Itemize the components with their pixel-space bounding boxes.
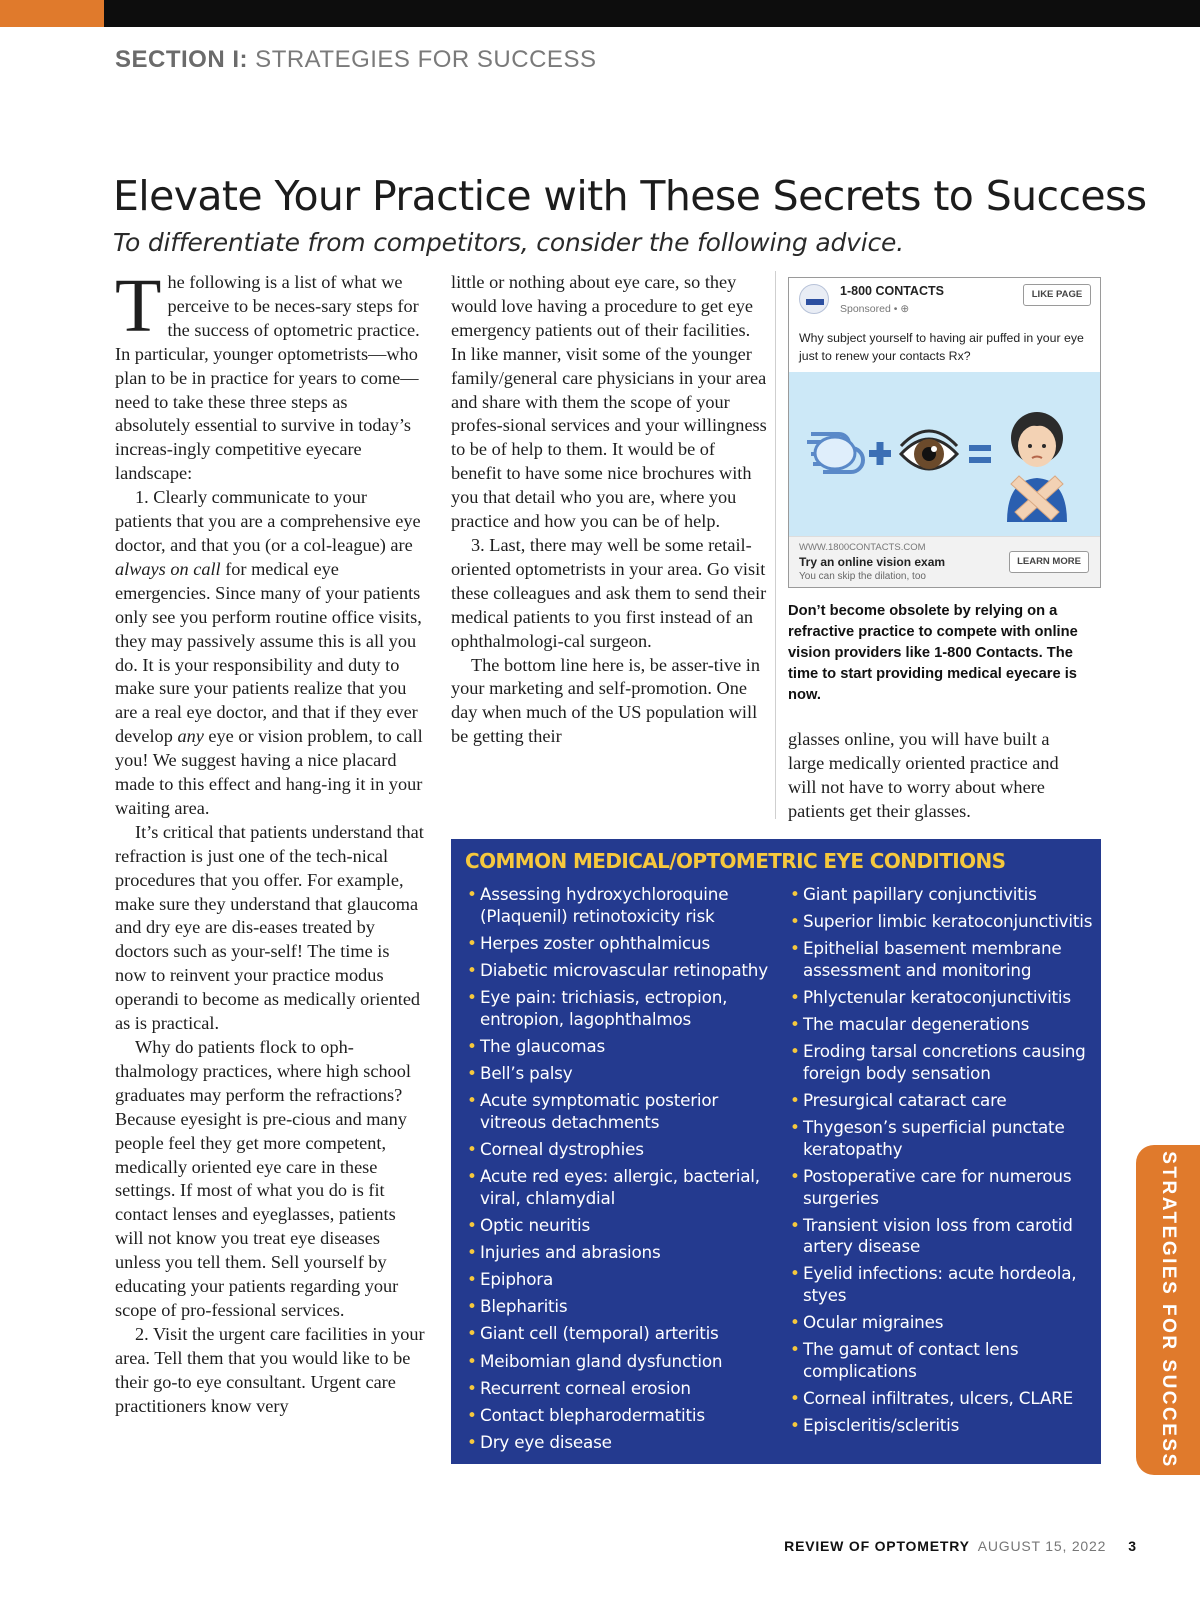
ad-illustration — [789, 372, 1100, 536]
paragraph-step-2: 2. Visit the urgent care facilities in your area. Tell them that you would like to be their go-to eye consultant. Urgent care practitioners know very — [115, 1323, 425, 1416]
section-label-rest: STRATEGIES FOR SUCCESS — [248, 46, 597, 73]
paragraph-step-3: 3. Last, there may well be some retail-oriented optometrists in your area. Go visit these colleagues and ask them to send their medical patients to you first instead of an ophthalmologi-cal surgeon. — [451, 534, 767, 651]
ad-url: WWW.1800CONTACTS.COM — [799, 542, 926, 553]
globe-icon: ⊕ — [900, 303, 910, 315]
like-page-button[interactable]: LIKE PAGE — [1023, 284, 1091, 306]
condition-item: • The gamut of contact lens complications — [790, 1339, 1095, 1382]
paragraph-urgent-care: little or nothing about eye care, so they would love having a procedure to get eye emergency patients out of their facilities. In like manner, visit some of the younger family/general care physicians in your area and share with them the scope of your profes-sional services and your willingness to be of help to them. It would be of benefit to have some nice brochures with you that detail who you are, where you practice and how you can be of help. — [451, 272, 767, 532]
top-bar-accent — [0, 0, 104, 27]
condition-item: • Thygeson’s superficial punctate keratopathy — [790, 1117, 1095, 1160]
condition-item: • Presurgical cataract care — [790, 1090, 1095, 1112]
condition-item: • Corneal infiltrates, ulcers, CLARE — [790, 1388, 1095, 1410]
eye-conditions-sidebar — [451, 839, 1101, 1464]
step-1-emphasis: always on call — [115, 558, 221, 579]
issue-date: AUGUST 15, 2022 — [977, 1538, 1107, 1554]
column-divider — [775, 271, 776, 819]
condition-item: • Dry eye disease — [467, 1432, 777, 1454]
paragraph-step-1 — [115, 486, 425, 821]
ad-subtext: You can skip the dilation, too — [799, 571, 926, 582]
condition-item: • Eye pain: trichiasis, ectropion, entropion, lagophthalmos — [467, 987, 777, 1030]
condition-item: • Superior limbic keratoconjunctivitis — [790, 911, 1095, 933]
condition-item: • Epiphora — [467, 1269, 777, 1291]
condition-item: • Acute red eyes: allergic, bacterial, viral, chlamydial — [467, 1166, 777, 1209]
page-number: 3 — [1128, 1538, 1136, 1554]
condition-item: • Epithelial basement membrane assessment and monitoring — [790, 938, 1095, 981]
condition-item: • Corneal dystrophies — [467, 1139, 777, 1161]
brand-logo-icon — [799, 284, 829, 314]
article-dek: To differentiate from competitors, consider the following advice. — [113, 228, 904, 257]
page-footer — [784, 1538, 1136, 1554]
condition-item: • Transient vision loss from carotid artery disease — [790, 1215, 1095, 1258]
ad-footer — [789, 536, 1100, 587]
paragraph-conclusion: glasses online, you will have built a large medically oriented practice and will not have to worry about where patients get their glasses. — [788, 729, 1059, 821]
condition-item: • Bell’s palsy — [467, 1063, 777, 1085]
condition-item: • Episcleritis/scleritis — [790, 1415, 1095, 1437]
step-1-text-b: for medical eye emergencies. Since many of your patients only see you perform routine office visits, they may passively assume this is all you do. It is your responsibility and duty to make sure your patients realize that you are a real eye doctor, and that if they ever develop — [115, 558, 422, 747]
condition-item: • The glaucomas — [467, 1036, 777, 1058]
condition-item: • Meibomian gland dysfunction — [467, 1351, 777, 1373]
condition-item: • Eroding tarsal concretions causing foreign body sensation — [790, 1041, 1095, 1084]
plus-icon — [869, 442, 891, 465]
paragraph-refraction: It’s critical that patients understand that refraction is just one of the tech-nical procedures that you offer. For example, make sure they understand that glaucoma and dry eye are dis-eases treated by doctors such as your-self! The time is now to reinvent your practice modus operandi to become as medically oriented as is practical. — [115, 821, 424, 1034]
condition-item: • Eyelid infections: acute hordeola, styes — [790, 1263, 1095, 1306]
paragraph-ophthalmology: Why do patients flock to oph-thalmology practices, where high school graduates may perform the refractions? Because eyesight is pre-cious and many people feel they get more competent, medically oriented eye care in these settings. If most of what you do is fit contact lenses and eyeglasses, patients will not know you treat eye diseases unless you tell them. Sell yourself by educating your patients regarding your scope of pro-fessional services. — [115, 1037, 411, 1320]
condition-item: • Acute symptomatic posterior vitreous detachments — [467, 1090, 777, 1133]
person-gesturing-no-icon — [1007, 412, 1067, 522]
condition-item: • Recurrent corneal erosion — [467, 1378, 777, 1400]
condition-item: • Phlyctenular keratoconjunctivitis — [790, 987, 1095, 1009]
ad-brand-name: 1-800 CONTACTS — [840, 284, 944, 298]
side-tab-label: STRATEGIES FOR SUCCESS — [1158, 1151, 1179, 1469]
step-1-text-a: 1. Clearly communicate to your patients that you are a comprehensive eye doctor, and that you (or a col-league) are — [115, 487, 421, 555]
section-label-bold: SECTION I: — [115, 46, 249, 73]
paragraph-intro-text: he following is a list of what we perceive to be neces-sary steps for the success of optometric practice. In particular, younger optometrists—who plan to be in practice for years to come—need to take these three steps as absolutely essential to survive in today’s increas-ingly competitive eyecare landscape: — [115, 272, 420, 484]
condition-item: • Optic neuritis — [467, 1215, 777, 1237]
condition-item: • Injuries and abrasions — [467, 1242, 777, 1264]
ad-visual — [789, 372, 1100, 536]
ad-sponsored-label — [840, 303, 909, 315]
step-1-text-c: eye or vision problem, to call you! We suggest having a nice placard made to this effect and hang-ing it in your waiting area. — [115, 726, 423, 818]
publication-name: REVIEW OF OPTOMETRY — [784, 1538, 970, 1554]
condition-item: • Blepharitis — [467, 1296, 777, 1318]
condition-item: • Postoperative care for numerous surgeries — [790, 1166, 1095, 1209]
section-label — [115, 46, 596, 74]
condition-item: • Assessing hydroxychloroquine (Plaquenil) retinotoxicity risk — [467, 884, 777, 927]
sponsored-ad-image — [788, 277, 1101, 588]
condition-item: • The macular degenerations — [790, 1014, 1095, 1036]
step-1-emphasis-2: any — [177, 726, 204, 747]
condition-item: • Diabetic microvascular retinopathy — [467, 960, 777, 982]
paragraph-intro — [115, 264, 425, 486]
article-headline: Elevate Your Practice with These Secrets to Success — [113, 172, 1147, 220]
conditions-list-left — [467, 884, 777, 1459]
section-side-tab — [1136, 1145, 1200, 1475]
conditions-list-right — [790, 884, 1095, 1442]
condition-item: • Giant papillary conjunctivitis — [790, 884, 1095, 906]
ad-cta-text: Try an online vision exam — [799, 555, 946, 569]
top-bar — [0, 0, 1200, 27]
equals-icon — [969, 445, 991, 463]
conditions-title: COMMON MEDICAL/OPTOMETRIC EYE CONDITIONS — [465, 849, 1006, 873]
body-column-3 — [788, 728, 1090, 824]
condition-item: • Giant cell (temporal) arteritis — [467, 1323, 777, 1345]
ad-header — [789, 278, 1100, 373]
paragraph-bottom-line: The bottom line here is, be asser-tive in your marketing and self-promotion. One day when much of the US population will be getting their — [451, 654, 761, 747]
condition-item: • Herpes zoster ophthalmicus — [467, 933, 777, 955]
drop-cap: T — [115, 264, 162, 348]
ad-sponsored-text: Sponsored • — [840, 303, 898, 315]
ad-text: Why subject yourself to having air puffed in your eye just to renew your contacts Rx? — [799, 331, 1084, 363]
eye-icon — [901, 431, 957, 469]
air-puff-icon — [807, 434, 863, 472]
condition-item: • Ocular migraines — [790, 1312, 1095, 1334]
condition-item: • Contact blepharodermatitis — [467, 1405, 777, 1427]
body-column-2 — [451, 271, 767, 749]
body-column-1 — [115, 264, 425, 1419]
learn-more-button[interactable]: LEARN MORE — [1009, 551, 1089, 573]
ad-caption: Don’t become obsolete by relying on a refractive practice to compete with online vision providers like 1-800 Contacts. The time to start providing medical eyecare is now. — [788, 603, 1078, 703]
